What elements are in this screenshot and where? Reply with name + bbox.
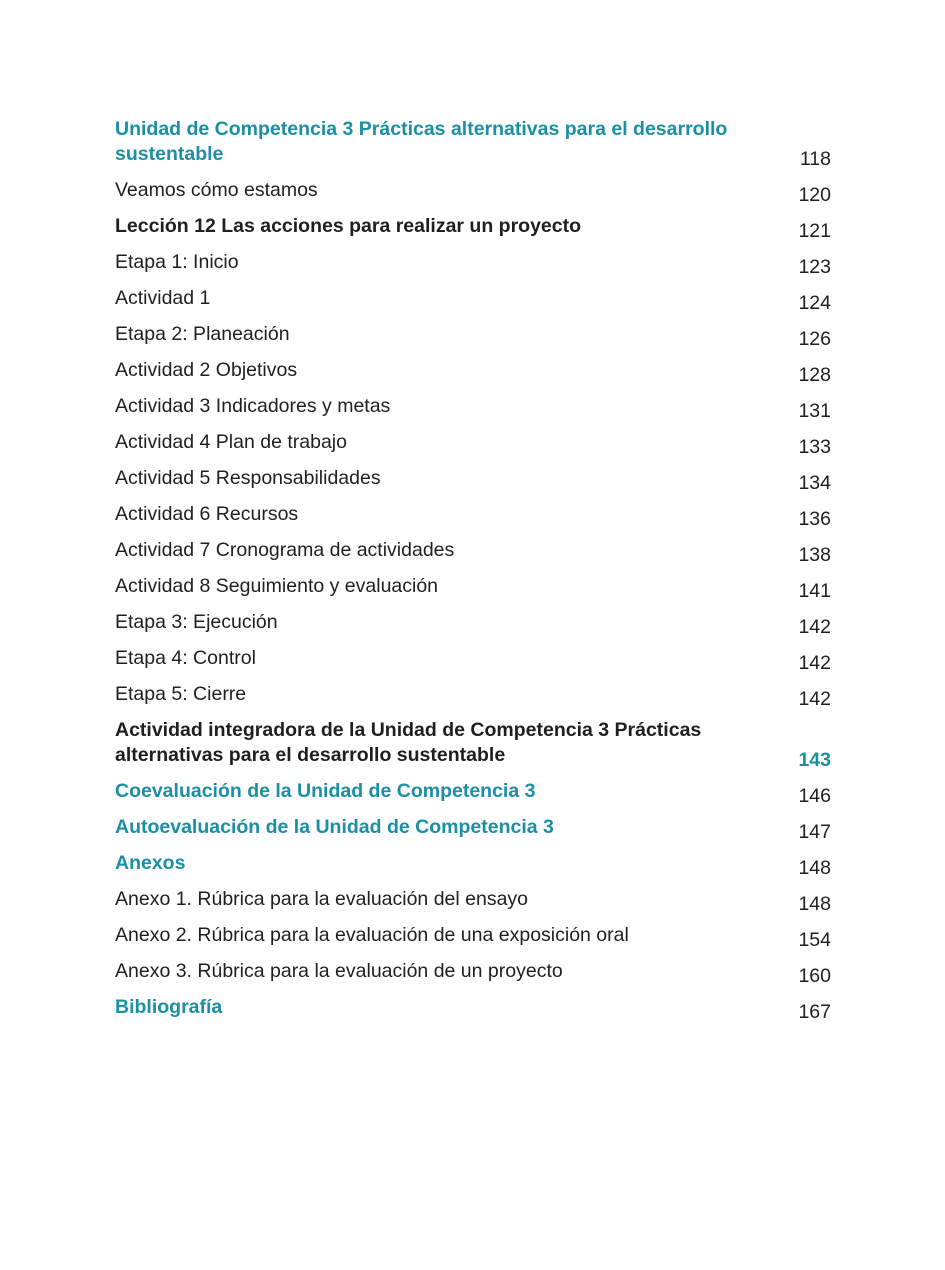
toc-entry-title: Actividad 4 Plan de trabajo — [115, 431, 347, 453]
toc-entry[interactable] — [115, 281, 831, 317]
toc-entry[interactable] — [115, 846, 831, 882]
toc-entry-title: Anexo 2. Rúbrica para la evaluación de una exposición oral — [115, 924, 629, 946]
toc-entry[interactable] — [115, 641, 831, 677]
toc-entry-page: 136 — [798, 508, 831, 530]
toc-entry-page: 146 — [798, 785, 831, 807]
toc-entry-title: Veamos cómo estamos — [115, 179, 318, 201]
toc-entry[interactable] — [115, 677, 831, 713]
toc-entry-title: Unidad de Competencia 3 Prácticas alternativas para el desarrollo sustentable — [115, 118, 728, 165]
toc-entry[interactable] — [115, 533, 831, 569]
toc-entry-page: 147 — [798, 821, 831, 843]
toc-entry[interactable] — [115, 810, 831, 846]
toc-entry[interactable] — [115, 954, 831, 990]
toc-entry-title: Etapa 1: Inicio — [115, 251, 239, 273]
toc-entry-page: 134 — [798, 472, 831, 494]
toc-entry[interactable] — [115, 353, 831, 389]
toc-entry[interactable] — [115, 112, 831, 173]
toc-entry-page: 154 — [798, 929, 831, 951]
toc-entry-title: Autoevaluación de la Unidad de Competencia 3 — [115, 816, 554, 838]
toc-entry[interactable] — [115, 245, 831, 281]
toc-entry-page: 148 — [798, 857, 831, 879]
toc-entry-page: 118 — [799, 148, 831, 170]
toc-entry[interactable] — [115, 569, 831, 605]
toc-entry[interactable] — [115, 425, 831, 461]
toc-entry-page: 160 — [798, 965, 831, 987]
toc-entry-title: Actividad 3 Indicadores y metas — [115, 395, 391, 417]
toc-entry[interactable] — [115, 882, 831, 918]
toc-entry[interactable] — [115, 990, 831, 1026]
toc-entry-title: Lección 12 Las acciones para realizar un proyecto — [115, 215, 582, 237]
toc-entry-page: 121 — [798, 220, 831, 242]
toc-entry-title: Actividad 6 Recursos — [115, 503, 299, 525]
toc-entry[interactable] — [115, 605, 831, 641]
toc-entry[interactable] — [115, 389, 831, 425]
toc-entry[interactable] — [115, 461, 831, 497]
toc-entry-title: Actividad integradora de la Unidad de Competencia 3 Prácticas alternativas para el desarrollo sustentable — [115, 719, 702, 766]
toc-entry-page: 131 — [798, 400, 831, 422]
toc-entry[interactable] — [115, 918, 831, 954]
toc-entry-page: 120 — [798, 184, 831, 206]
toc-entry[interactable] — [115, 774, 831, 810]
toc-entry-title: Etapa 5: Cierre — [115, 683, 247, 705]
toc-entry-title: Actividad 2 Objetivos — [115, 359, 298, 381]
toc-entry[interactable] — [115, 173, 831, 209]
toc-entry-page: 142 — [798, 688, 831, 710]
toc-entry-title: Bibliografía — [115, 996, 223, 1018]
toc-entry-page: 124 — [798, 292, 831, 314]
toc-entry-page: 142 — [798, 652, 831, 674]
toc-entry-page: 143 — [798, 749, 831, 771]
toc-entry-page: 126 — [798, 328, 831, 350]
toc-entry-page: 148 — [798, 893, 831, 915]
toc-entry-page: 133 — [798, 436, 831, 458]
toc-entry[interactable] — [115, 209, 831, 245]
toc-entry-title: Coevaluación de la Unidad de Competencia 3 — [115, 780, 536, 802]
toc-entry-page: 167 — [798, 1001, 831, 1023]
toc-entry-title: Actividad 7 Cronograma de actividades — [115, 539, 455, 561]
toc-entry-title: Actividad 5 Responsabilidades — [115, 467, 381, 489]
toc-entry[interactable] — [115, 497, 831, 533]
toc-entry-page: 141 — [798, 580, 831, 602]
toc-entry-title: Anexo 1. Rúbrica para la evaluación del ensayo — [115, 888, 529, 910]
table-of-contents — [115, 112, 831, 1026]
toc-entry-page: 142 — [798, 616, 831, 638]
toc-entry-page: 138 — [798, 544, 831, 566]
toc-entry-title: Etapa 4: Control — [115, 647, 256, 669]
toc-entry-title: Etapa 2: Planeación — [115, 323, 290, 345]
toc-entry[interactable] — [115, 317, 831, 353]
toc-entry-title: Etapa 3: Ejecución — [115, 611, 278, 633]
toc-entry[interactable] — [115, 713, 831, 774]
toc-entry-title: Anexos — [115, 852, 186, 874]
toc-entry-page: 128 — [798, 364, 831, 386]
toc-entry-title: Actividad 1 — [115, 287, 211, 309]
toc-entry-page: 123 — [798, 256, 831, 278]
toc-entry-title: Actividad 8 Seguimiento y evaluación — [115, 575, 439, 597]
toc-entry-title: Anexo 3. Rúbrica para la evaluación de un proyecto — [115, 960, 563, 982]
